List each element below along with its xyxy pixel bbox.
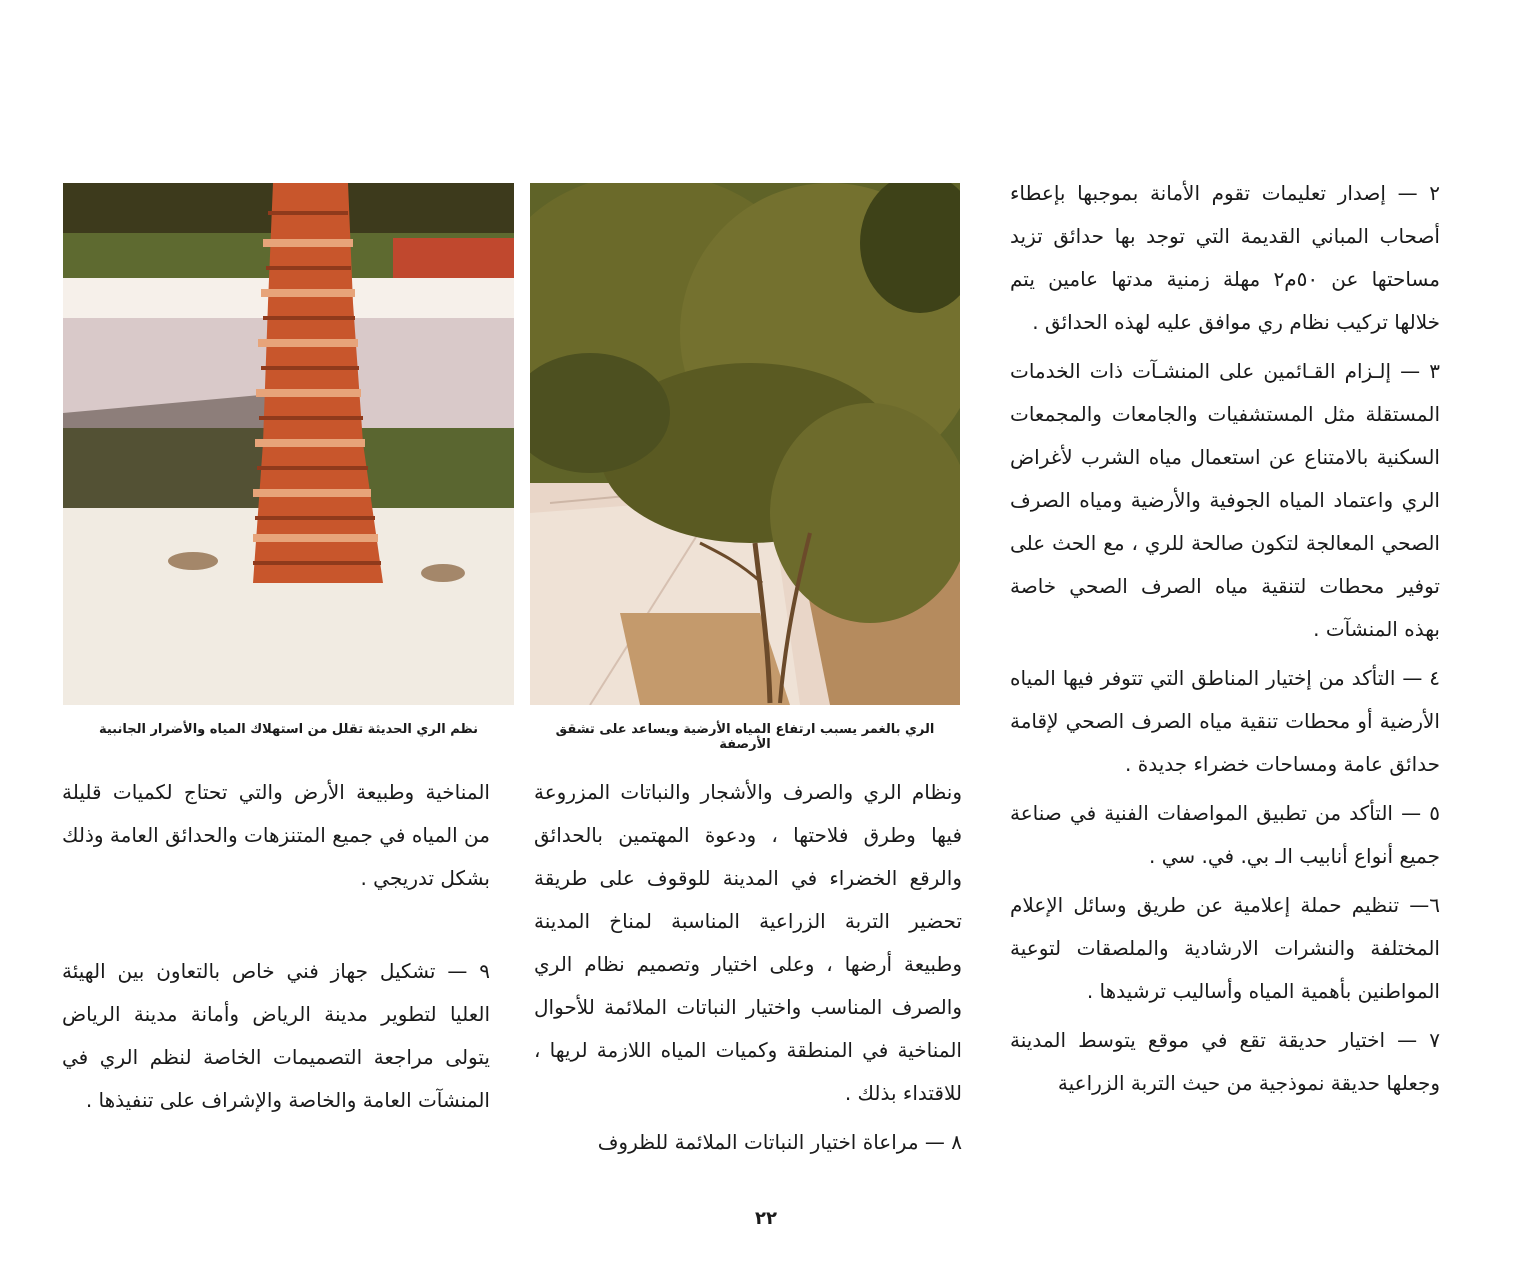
shrub-photo-caption: الري بالغمر يسبب ارتفاع المياه الأرضية ويساعد على تشقق الأرصفة (555, 722, 935, 752)
paragraph-item-7-continued: ونظام الري والصرف والأشجار والنباتات المزروعة فيها وطرق فلاحتها ، ودعوة المهتمين بالحدائق والرقع الخضراء في المدينة للوقوف على طريقة تحضير التربة الزراعية المناسبة لمناخ المدينة وطبيعة أرضها ، وعلى اختيار وتصميم نظام الري والصرف المناسب واختيار النباتات الملائمة للأحوال المناخية في المنطقة وكميات المياه اللازمة لريها ، للاقتداء بذلك . (534, 780, 962, 1105)
text-column-middle (534, 771, 962, 1170)
paragraph-item-8: ٨ — مراعاة اختيار النباتات الملائمة للظروف (597, 1130, 962, 1154)
paragraph-item-3: ٣ — إلـزام القـائمين على المنشـآت ذات الخدمات المستقلة مثل المستشفيات والجامعات والمجمعات السكنية بالامتناع عن استعمال مياه الشرب لأغراض الري واعتماد المياه الجوفية والأرضية ومياه الصرف الصحي المعالجة لتكون صالحة للري ، مع الحث على توفير محطات لتنقية مياه الصرف الصحي خاصة بهذه المنشآت . (1010, 359, 1440, 641)
text-column-right (1010, 172, 1440, 1111)
paragraph-item-7: ٧ — اختيار حديقة تقع في موقع يتوسط المدينة وجعلها حديقة نموذجية من حيث التربة الزراعية (1010, 1028, 1440, 1095)
page-number: ٢٢ (755, 1208, 777, 1229)
paragraph-item-6: ٦— تنظيم حملة إعلامية عن طريق وسائل الإعلام المختلفة والنشرات الارشادية والملصقات لتوعية المواطنين بأهمية المياه وأساليب ترشيدها . (1010, 893, 1440, 1003)
palm-modern-irrigation-photo (63, 183, 514, 705)
palm-photo-caption: نظم الري الحديثة تقلل من استهلاك المياه والأضرار الجانبية (98, 722, 479, 737)
paragraph-item-8-continued: المناخية وطبيعة الأرض والتي تحتاج لكميات قليلة من المياه في جميع المتنزهات والحدائق العامة وذلك بشكل تدريجي . (62, 780, 490, 890)
paragraph-item-2: ٢ — إصدار تعليمات تقوم الأمانة بموجبها بإعطاء أصحاب المباني القديمة التي توجد بها حدائق تزيد مساحتها عن ٥٠م٢ مهلة زمنية مدتها عامين يتم خلالها تركيب نظام ري موافق عليه لهذه الحدائق . (1010, 181, 1440, 334)
text-column-left (62, 771, 490, 1128)
shrub-flood-irrigation-photo (530, 183, 960, 705)
palm-photo-illustration (63, 183, 514, 705)
paragraph-item-4: ٤ — التأكد من إختيار المناطق التي تتوفر فيها المياه الأرضية أو محطات تنقية مياه الصرف الصحي لإقامة حدائق عامة ومساحات خضراء جديدة . (1010, 666, 1440, 776)
shrub-photo-illustration (530, 183, 960, 705)
paragraph-item-5: ٥ — التأكد من تطبيق المواصفات الفنية في صناعة جميع أنواع أنابيب الـ بي. في. سي . (1010, 801, 1440, 868)
paragraph-item-9: ٩ — تشكيل جهاز فني خاص بالتعاون بين الهيئة العليا لتطوير مدينة الرياض وأمانة مدينة الرياض يتولى مراجعة التصميمات الخاصة لنظم الري في المنشآت العامة والخاصة والإشراف على تنفيذها . (62, 959, 490, 1112)
